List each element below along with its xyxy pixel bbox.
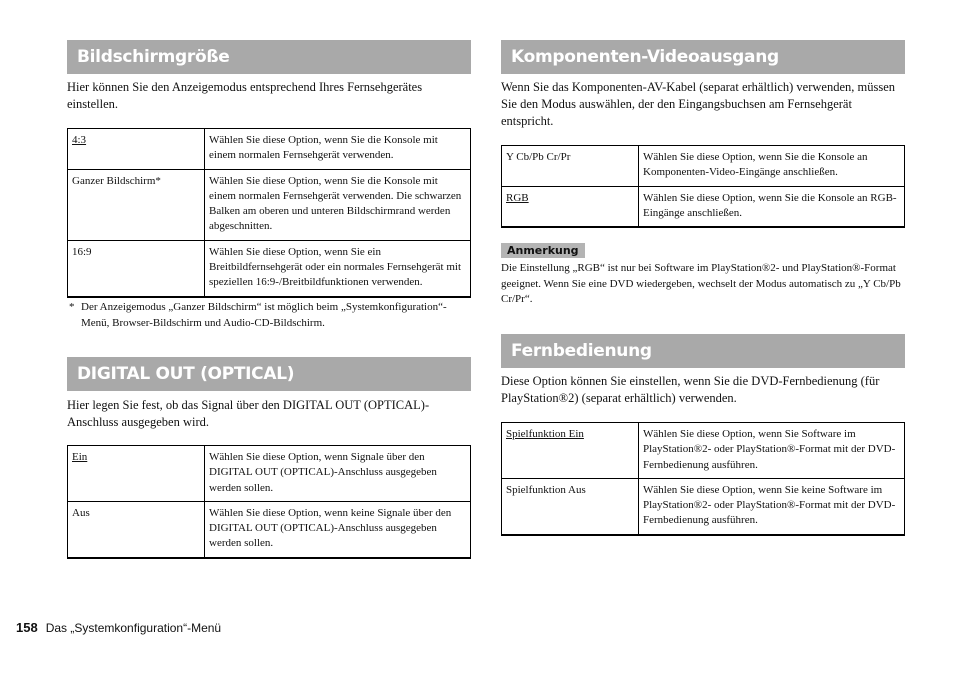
option-desc: Wählen Sie diese Option, wenn Signale über den DIGITAL OUT (OPTICAL)-Anschluss ausgegeben werden sollen. (205, 446, 471, 502)
table-row[interactable] (68, 501, 471, 557)
option-key: Aus (68, 501, 205, 557)
section-heading-remote: Fernbedienung (501, 334, 905, 368)
page-footer (16, 620, 221, 636)
section-heading-component-video: Komponenten-Videoausgang (501, 40, 905, 74)
option-desc: Wählen Sie diese Option, wenn Sie Software im PlayStation®2- oder PlayStation®-Format mit der DVD-Fernbedienung ausführen. (639, 423, 905, 479)
section-heading-screen-size: Bildschirmgröße (67, 40, 471, 74)
option-desc: Wählen Sie diese Option, wenn Sie die Konsole mit einem normalen Fernsehgerät verwenden. (205, 129, 471, 170)
option-key: Ein (68, 446, 205, 502)
option-desc: Wählen Sie diese Option, wenn Sie keine Software im PlayStation®2- oder PlayStation®-Format mit der DVD-Fernbedienung ausführen. (639, 478, 905, 534)
table-row[interactable] (68, 240, 471, 296)
component-video-table (501, 145, 905, 228)
screen-size-table (67, 128, 471, 298)
table-row[interactable] (502, 186, 905, 227)
option-key: RGB (502, 186, 639, 227)
footnote-text: Der Anzeigemodus „Ganzer Bildschirm“ ist möglich beim „Systemkonfiguration“-Menü, Browser-Bildschirm und Audio-CD-Bildschirm. (81, 301, 447, 329)
remote-intro: Diese Option können Sie einstellen, wenn Sie die DVD-Fernbedienung (für PlayStation®2) (separat erhältlich) verwenden. (501, 374, 880, 405)
table-row[interactable] (502, 478, 905, 534)
option-desc: Wählen Sie diese Option, wenn Sie die Konsole an RGB-Eingänge anschließen. (639, 186, 905, 227)
option-key: 16:9 (68, 240, 205, 296)
table-row[interactable] (502, 423, 905, 479)
option-desc: Wählen Sie diese Option, wenn Sie die Konsole an Komponenten-Video-Eingänge anschließen. (639, 146, 905, 187)
option-key: Spielfunktion Aus (502, 478, 639, 534)
footnote-mark: * (69, 301, 75, 313)
table-row[interactable] (68, 446, 471, 502)
screen-size-footnote (67, 300, 471, 331)
option-key: Spielfunktion Ein (502, 423, 639, 479)
option-desc: Wählen Sie diese Option, wenn keine Signale über den DIGITAL OUT (OPTICAL)-Anschluss ausgegeben werden sollen. (205, 501, 471, 557)
screen-size-intro: Hier können Sie den Anzeigemodus entsprechend Ihres Fernsehgerätes einstellen. (67, 80, 423, 111)
note-text: Die Einstellung „RGB“ ist nur bei Software im PlayStation®2- und PlayStation®-Format geeignet. Wenn Sie eine DVD wiedergeben, wechselt der Modus automatisch zu „Y Cb/Pb Cr/Pr“. (501, 262, 901, 305)
table-row[interactable] (502, 146, 905, 187)
table-row[interactable] (68, 129, 471, 170)
option-desc: Wählen Sie diese Option, wenn Sie ein Breitbildfernsehgerät oder ein normales Fernsehgerät mit speziellen 16:9-/Breitbildfunktionen verwenden. (205, 240, 471, 296)
footer-section-title: Das „Systemkonfiguration“-Menü (45, 621, 222, 635)
section-heading-digital-out: DIGITAL OUT (OPTICAL) (67, 357, 471, 391)
note-label: Anmerkung (501, 243, 585, 258)
component-video-intro: Wenn Sie das Komponenten-AV-Kabel (separat erhältlich) verwenden, müssen Sie den Modus auswählen, der den Eingangsbuchsen am Fernsehgerät entspricht. (501, 80, 896, 128)
option-key: 4:3 (68, 129, 205, 170)
option-key: Y Cb/Pb Cr/Pr (502, 146, 639, 187)
digital-out-table (67, 445, 471, 559)
digital-out-intro: Hier legen Sie fest, ob das Signal über den DIGITAL OUT (OPTICAL)-Anschluss ausgegeben wird. (67, 398, 430, 429)
option-key: Ganzer Bildschirm* (68, 169, 205, 240)
page-number: 158 (16, 620, 38, 635)
remote-table (501, 422, 905, 536)
option-desc: Wählen Sie diese Option, wenn Sie die Konsole mit einem normalen Fernsehgerät verwenden. Die schwarzen Balken am oberen und unteren Bildschirmrand werden abgeschnitten. (205, 169, 471, 240)
table-row[interactable] (68, 169, 471, 240)
